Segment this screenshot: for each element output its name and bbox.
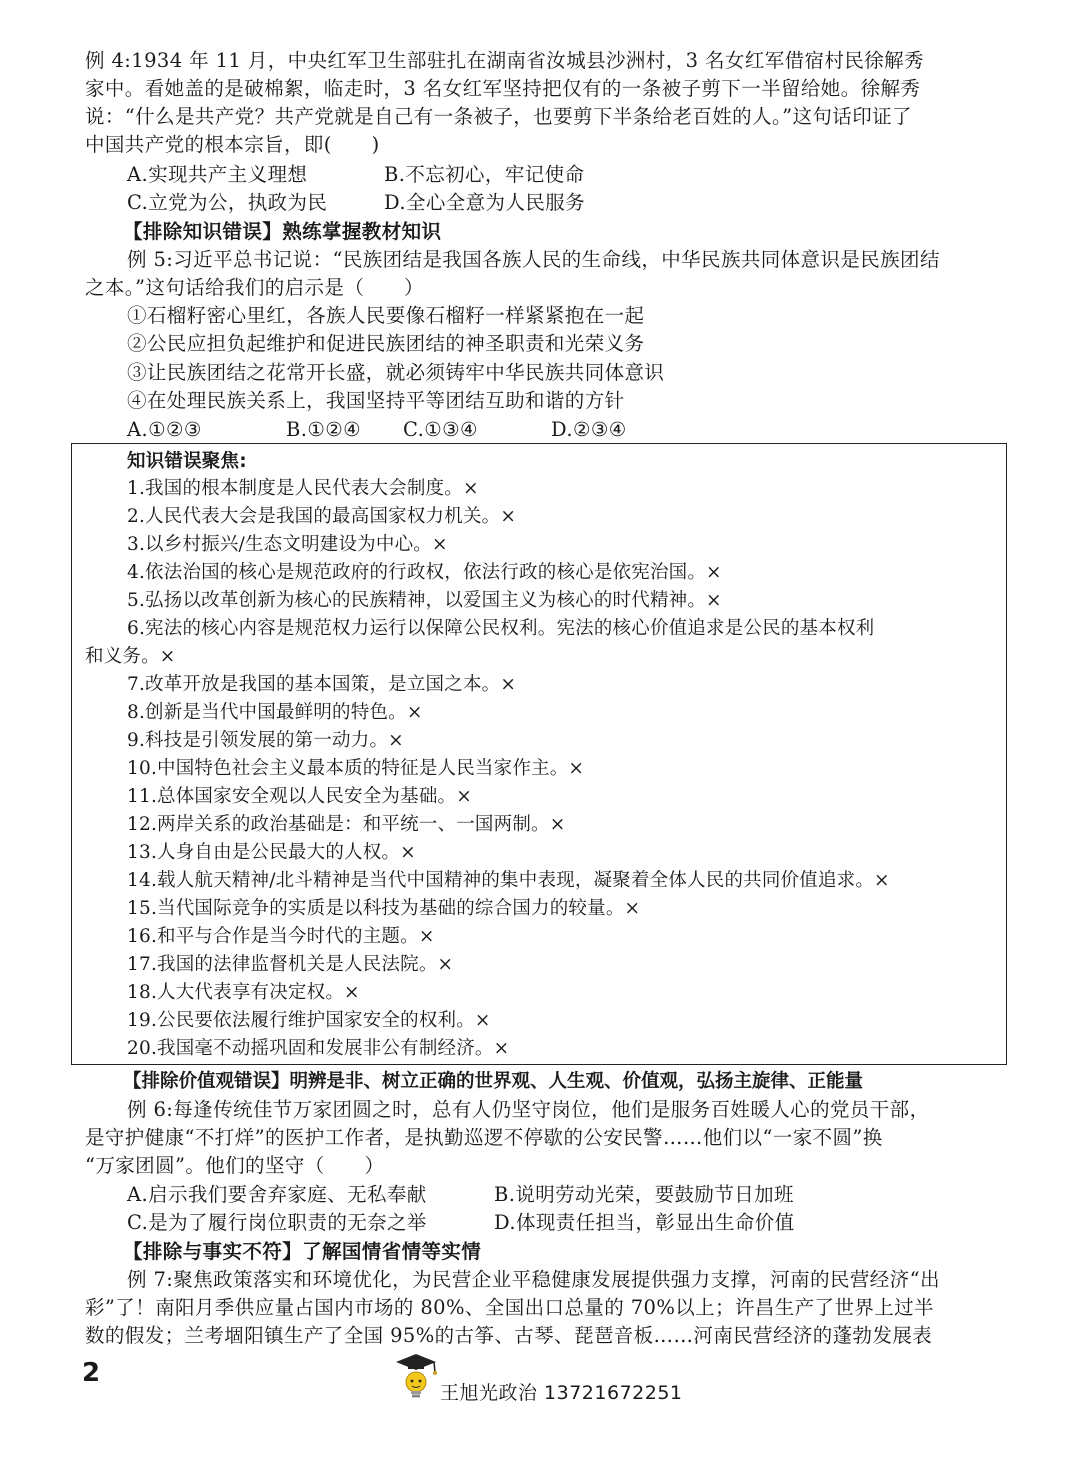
focus-item-17: 17.我国的法律监督机关是人民法院。× — [127, 954, 454, 975]
focus-item-5: 5.弘扬以改革创新为核心的民族精神，以爱国主义为核心的时代精神。× — [127, 590, 722, 611]
focus-item-3: 3.以乡村振兴/生态文明建设为中心。× — [127, 534, 448, 555]
example5-statement-3: ③让民族团结之花常开长盛，就必须铸牢中华民族共同体意识 — [127, 361, 665, 384]
focus-item-13: 13.人身自由是公民最大的人权。× — [127, 842, 416, 863]
section-heading-facts: 【排除与事实不符】了解国情省情等实情 — [123, 1240, 482, 1263]
focus-item-2: 2.人民代表大会是我国的最高国家权力机关。× — [127, 506, 517, 527]
example5-statement-2: ②公民应担负起维护和促进民族团结的神圣职责和光荣义务 — [127, 332, 645, 355]
example5-option-a: A.①②③ — [127, 418, 202, 441]
example4-option-b: B.不忘初心，牢记使命 — [384, 163, 585, 186]
section-heading-knowledge: 【排除知识错误】熟练掌握教材知识 — [123, 220, 442, 243]
focus-item-7: 7.改革开放是我国的基本国策，是立国之本。× — [127, 674, 517, 695]
focus-item-20: 20.我国毫不动摇巩固和发展非公有制经济。× — [127, 1038, 510, 1059]
example6-option-a: A.启示我们要舍弃家庭、无私奉献 — [127, 1183, 427, 1206]
example7-line-3: 数的假发；兰考堌阳镇生产了全国 95%的古筝、古琴、琵琶音板……河南民营经济的蓬勃发展表 — [85, 1324, 933, 1347]
focus-title: 知识错误聚焦: — [127, 451, 247, 472]
example4-line-4: 中国共产党的根本宗旨，即( ) — [85, 133, 380, 156]
focus-item-15: 15.当代国际竞争的实质是以科技为基础的综合国力的较量。× — [127, 898, 641, 919]
example4-option-c: C.立党为公，执政为民 — [127, 191, 328, 214]
example4-option-d: D.全心全意为人民服务 — [384, 191, 586, 214]
footer-brand — [392, 1350, 722, 1410]
focus-item-11: 11.总体国家安全观以人民安全为基础。× — [127, 786, 472, 807]
focus-item-4: 4.依法治国的核心是规范政府的行政权，依法行政的核心是依宪治国。× — [127, 562, 722, 583]
example4-line-3: 说：“什么是共产党？共产党就是自己有一条被子，也要剪下半条给老百姓的人。”这句话印证了 — [85, 105, 912, 128]
focus-item-10: 10.中国特色社会主义最本质的特征是人民当家作主。× — [127, 758, 585, 779]
page-number: 2 — [82, 1358, 101, 1388]
example6-line-3: “万家团圆”。他们的坚守（ ） — [85, 1154, 385, 1177]
example5-option-c: C.①③④ — [403, 418, 478, 441]
example6-line-2: 是守护健康“不打烊”的医护工作者，是执勤巡逻不停歇的公安民警……他们以“一家不圆”换 — [85, 1126, 883, 1149]
example4-line-2: 家中。看她盖的是破棉絮，临走时，3 名女红军坚持把仅有的一条被子剪下一半留给她。徐解秀 — [85, 77, 921, 100]
focus-item-16: 16.和平与合作是当今时代的主题。× — [127, 926, 435, 947]
example5-statement-1: ①石榴籽密心里红，各族人民要像石榴籽一样紧紧抱在一起 — [127, 304, 645, 327]
focus-item-12: 12.两岸关系的政治基础是：和平统一、一国两制。× — [127, 814, 566, 835]
example4-option-a: A.实现共产主义理想 — [127, 163, 308, 186]
focus-item-6: 6.宪法的核心内容是规范权力运行以保障公民权利。宪法的核心价值追求是公民的基本权利 — [127, 618, 875, 639]
focus-item-1: 1.我国的根本制度是人民代表大会制度。× — [127, 478, 479, 499]
focus-item-6-cont: 和义务。× — [85, 646, 176, 667]
example5-option-d: D.②③④ — [551, 418, 627, 441]
example5-option-b: B.①②④ — [286, 418, 361, 441]
example5-statement-4: ④在处理民族关系上，我国坚持平等团结互助和谐的方针 — [127, 389, 625, 412]
focus-item-18: 18.人大代表享有决定权。× — [127, 982, 360, 1003]
example6-option-b: B.说明劳动光荣，要鼓励节日加班 — [494, 1183, 794, 1206]
example4-line-1: 例 4:1934 年 11 月，中央红军卫生部驻扎在湖南省汝城县沙洲村，3 名女红军借宿村民徐解秀 — [85, 49, 924, 72]
example7-line-2: 彩”了！南阳月季供应量占国内市场的 80%、全国出口总量的 70%以上；许昌生产了世界上过半 — [85, 1296, 934, 1319]
focus-item-9: 9.科技是引领发展的第一动力。× — [127, 730, 404, 751]
focus-item-14: 14.载人航天精神/北斗精神是当代中国精神的集中表现，凝聚着全体人民的共同价值追求。× — [127, 870, 890, 891]
example6-option-d: D.体现责任担当，彰显出生命价值 — [494, 1211, 795, 1234]
footer-brand-text: 王旭光政治 13721672251 — [440, 1382, 683, 1404]
example5-line-2: 之本。”这句话给我们的启示是（ ） — [85, 276, 424, 299]
example7-line-1: 例 7:聚焦政策落实和环境优化，为民营企业平稳健康发展提供强力支撑，河南的民营经济“出 — [127, 1268, 940, 1291]
example6-option-c: C.是为了履行岗位职责的无奈之举 — [127, 1211, 427, 1234]
example6-line-1: 例 6:每逢传统佳节万家团圆之时，总有人仍坚守岗位，他们是服务百姓暖人心的党员干部， — [127, 1098, 930, 1121]
focus-item-19: 19.公民要依法履行维护国家安全的权利。× — [127, 1010, 491, 1031]
section-heading-values: 【排除价值观错误】明辨是非、树立正确的世界观、人生观、价值观，弘扬主旋律、正能量 — [123, 1071, 864, 1092]
focus-item-8: 8.创新是当代中国最鲜明的特色。× — [127, 702, 423, 723]
example5-line-1: 例 5:习近平总书记说：“民族团结是我国各族人民的生命线，中华民族共同体意识是民族团结 — [127, 248, 940, 271]
